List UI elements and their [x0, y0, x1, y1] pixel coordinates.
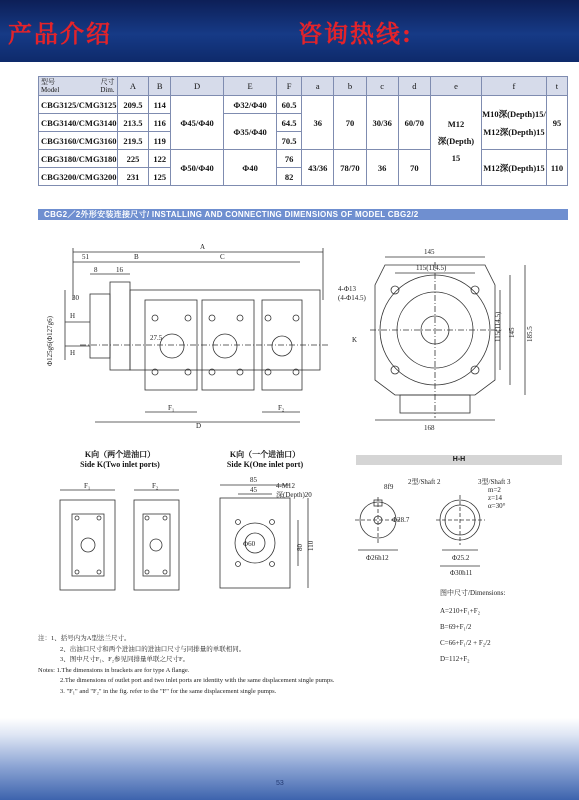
table-corner-cell: 型号 Model 尺寸 Dim. [39, 77, 118, 96]
svg-text:F₁: F₁ [168, 404, 175, 412]
notes-block: 注：1、括号内为A型法兰尺寸。 2、出油口尺寸和两个进油口的进油口尺寸与同排量的单联相同。 3、图中尺寸F₁、F₂参见同排量单联之尺寸F。 Notes: 1.The dimensions in brackets are for type A flange. 2.The dimensions of outlet port and two inlet ports are identity with the same displacement single pumps. 3. "F₁" and "F₂" in the fig. refer to the "F" for the same displacement single pumps. [38, 635, 335, 695]
svg-text:Φ125g6(Φ127g6): Φ125g6(Φ127g6) [46, 316, 54, 366]
svg-text:185.5: 185.5 [526, 326, 534, 342]
svg-text:2型/Shaft 2: 2型/Shaft 2 [408, 478, 441, 486]
col-header: f [481, 77, 546, 96]
table-row: CBG3125/CMG3125 209.5 114 Φ45/Φ40 Φ32/Φ40 60.5 36 70 30/36 60/70 M12 深(Depth) 15 M10深(Depth)15/ M12深(Depth)15 95 [39, 96, 568, 114]
svg-text:45: 45 [250, 486, 257, 494]
side-k-one-inlet [220, 485, 308, 588]
header-product-title: 产品介绍 [8, 19, 112, 48]
side-k-two-caption: K向（两个进油口） Side K(Two inlet ports) [80, 450, 160, 469]
col-header: e [430, 77, 481, 96]
col-header: E [224, 77, 277, 96]
svg-text:α=30°: α=30° [488, 502, 506, 510]
svg-text:(4-Φ14.5): (4-Φ14.5) [338, 294, 366, 302]
svg-text:16: 16 [116, 266, 123, 274]
table-row: CBG3200/CMG3200 231 125 82 [39, 168, 568, 186]
table-row: CBG3180/CMG3180 225 122 Φ50/Φ40 Φ40 76 43/36 78/70 36 70 M12深(Depth)15 110 [39, 150, 568, 168]
side-k-one-caption: K向（一个进油口） Side K(One inlet port) [226, 450, 304, 469]
svg-text:H: H [70, 312, 76, 320]
svg-text:深(Depth)20: 深(Depth)20 [276, 491, 312, 499]
cell-e: M12 深(Depth) 15 [430, 96, 481, 186]
svg-text:Φ28.7: Φ28.7 [392, 516, 410, 524]
svg-text:4-M12: 4-M12 [276, 482, 296, 490]
svg-text:z=14: z=14 [488, 494, 503, 502]
dimension-formulas: 图中尺寸/Dimensions: A=210+F₁+F₂ B=69+F₁/2 C=66+F₁/2 + F₂/2 D=112+F₂ [440, 589, 506, 663]
table-row: CBG3140/CMG3140 213.5 116 Φ35/Φ40 64.5 [39, 114, 568, 132]
svg-text:F₂: F₂ [278, 404, 285, 412]
svg-text:Φ30h11: Φ30h11 [450, 569, 473, 577]
side-k-two-inlet [60, 490, 179, 590]
col-header: F [277, 77, 302, 96]
svg-text:145: 145 [424, 248, 435, 256]
svg-text:H: H [70, 349, 76, 357]
svg-text:4-Φ13: 4-Φ13 [338, 285, 356, 293]
svg-text:Φ60: Φ60 [243, 540, 256, 548]
svg-text:115(114.5): 115(114.5) [494, 311, 502, 342]
svg-text:3型/Shaft 3: 3型/Shaft 3 [478, 478, 511, 486]
col-header: B [149, 77, 171, 96]
col-header: t [546, 77, 567, 96]
svg-text:110: 110 [307, 540, 315, 551]
svg-text:30: 30 [72, 294, 79, 302]
page-footer [0, 718, 579, 800]
svg-text:Φ25.2: Φ25.2 [452, 554, 470, 562]
svg-text:A: A [200, 243, 206, 251]
cell-f-top: M10深(Depth)15/ M12深(Depth)15 [481, 96, 546, 150]
svg-text:K: K [352, 336, 358, 344]
col-header: D [171, 77, 224, 96]
svg-text:145: 145 [508, 327, 516, 338]
col-header: A [117, 77, 149, 96]
svg-text:115(114.5): 115(114.5) [416, 264, 447, 272]
pump-front-view [65, 248, 328, 422]
svg-text:F₂: F₂ [152, 482, 159, 490]
page-number: 53 [276, 780, 284, 787]
svg-text:168: 168 [424, 424, 435, 432]
col-header: b [334, 77, 366, 96]
section-title-band: CBG2／2外形安装连接尺寸/ INSTALLING AND CONNECTING DIMENSIONS OF MODEL CBG2/2 [38, 209, 568, 220]
svg-text:85: 85 [250, 476, 257, 484]
col-header: d [398, 77, 430, 96]
svg-text:B: B [134, 253, 139, 261]
svg-text:Φ26h12: Φ26h12 [366, 554, 389, 562]
col-header: c [366, 77, 398, 96]
svg-text:27.5: 27.5 [150, 334, 163, 342]
svg-text:8: 8 [94, 266, 98, 274]
col-header: a [302, 77, 334, 96]
svg-text:D: D [196, 422, 202, 430]
svg-text:80: 80 [296, 544, 304, 551]
svg-text:51: 51 [82, 253, 89, 261]
hh-section-title: H-H [356, 455, 562, 465]
svg-text:F₁: F₁ [84, 482, 91, 490]
table-row: CBG3160/CMG3160 219.5 119 70.5 [39, 132, 568, 150]
header-hotline-title: 咨询热线: [298, 19, 413, 48]
svg-text:8f9: 8f9 [384, 483, 394, 491]
svg-text:C: C [220, 253, 225, 261]
svg-text:m=2: m=2 [488, 486, 501, 494]
